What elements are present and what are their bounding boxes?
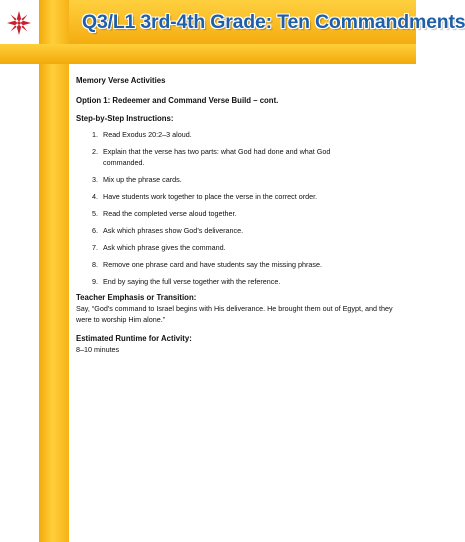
list-item: 4. Have students work together to place the verse in the correct order. — [92, 192, 318, 201]
steps-list — [76, 129, 406, 287]
lesson-body — [76, 76, 406, 355]
emphasis-text: Say, “God’s command to Israel begins with His deliverance. He brought them out of Egypt, and they were to worship Him alone.” — [76, 304, 393, 324]
list-item: 2. Explain that the verse has two parts: what God had done and what God commanded. — [92, 147, 331, 167]
list-item: 8. Remove one phrase card and have students say the missing phrase. — [92, 260, 322, 269]
content-card — [69, 64, 416, 542]
page-title: Q3/L1 3rd-4th Grade: Ten Commandments — [82, 11, 465, 33]
cross-horizontal-beam — [0, 44, 416, 64]
option-title: Option 1: Redeemer and Command Verse Build – cont. — [76, 96, 279, 105]
list-item: 1. Read Exodus 20:2–3 aloud. — [92, 130, 192, 139]
emphasis-title: Teacher Emphasis or Transition: — [76, 293, 197, 302]
list-item: 3. Mix up the phrase cards. — [92, 175, 182, 184]
cross-vertical-beam — [39, 0, 69, 542]
cross-logo-icon — [6, 10, 32, 36]
runtime-title: Estimated Runtime for Activity: — [76, 334, 192, 343]
steps-title: Step-by-Step Instructions: — [76, 114, 174, 123]
list-item: 5. Read the completed verse aloud together. — [92, 209, 237, 218]
list-item: 7. Ask which phrase gives the command. — [92, 243, 226, 252]
list-item: 6. Ask which phrases show God’s deliverance. — [92, 226, 244, 235]
logo-area — [0, 0, 39, 44]
list-item: 9. End by saying the full verse together with the reference. — [92, 277, 281, 286]
section-title: Memory Verse Activities — [76, 76, 166, 85]
runtime-text: 8–10 minutes — [76, 345, 120, 354]
